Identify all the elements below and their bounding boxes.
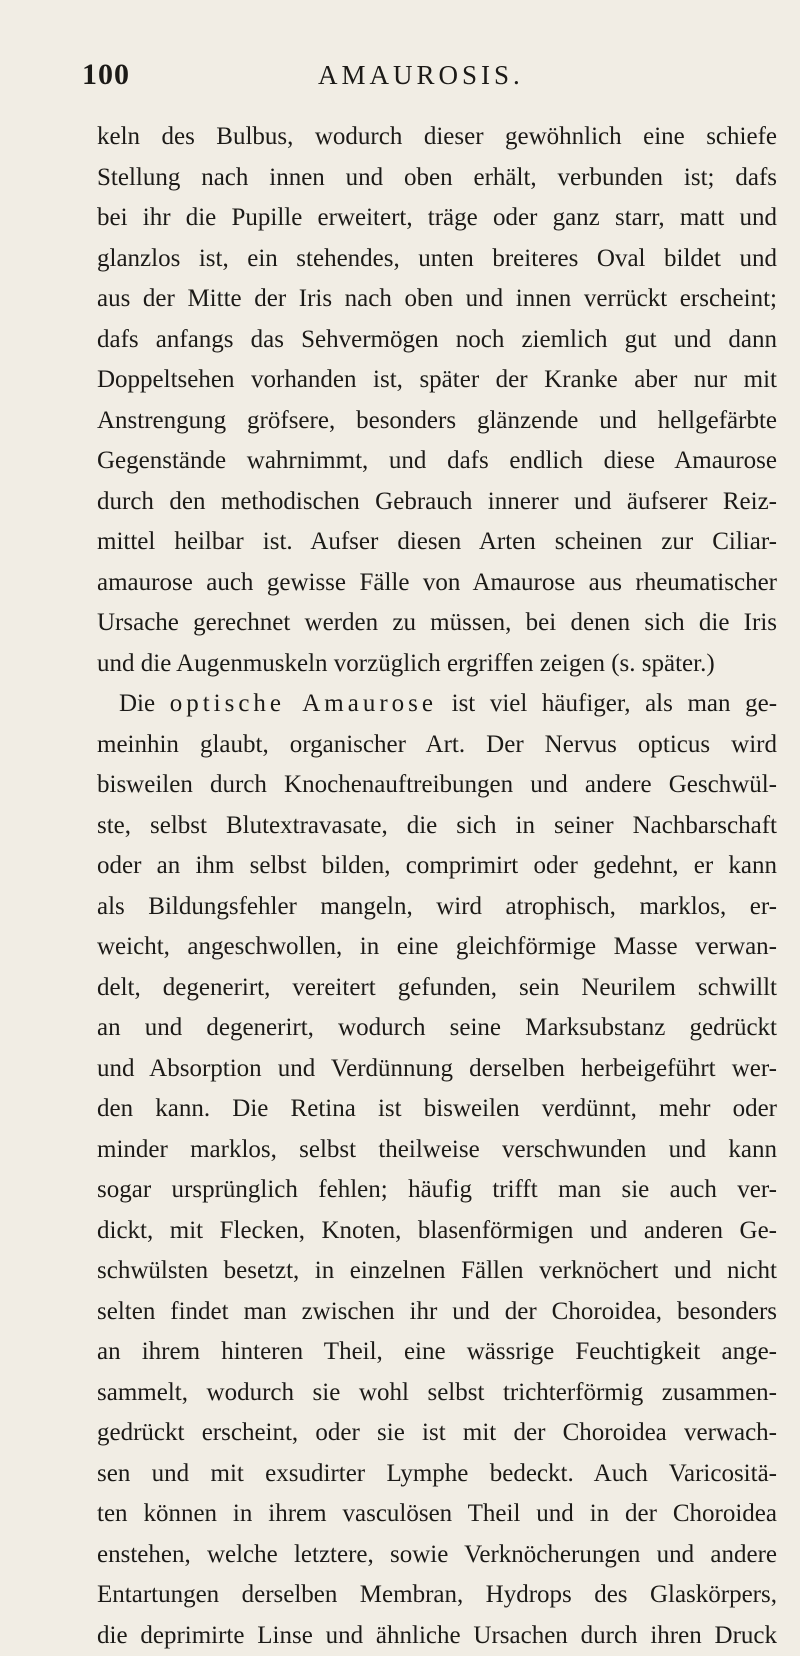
text-line: glanzlos ist, ein stehendes, unten breiteres Oval bildet und xyxy=(97,239,777,280)
text-line: und Absorption und Verdünnung derselben herbeigeführt wer- xyxy=(97,1049,777,1090)
text-line: dafs anfangs das Sehvermögen noch ziemlich gut und dann xyxy=(97,320,777,361)
text-line: selten findet man zwischen ihr und der Choroidea, besonders xyxy=(97,1292,777,1333)
text-line: die deprimirte Linse und ähnliche Ursachen durch ihren Druck xyxy=(97,1616,777,1656)
text-line: Doppeltsehen vorhanden ist, später der Kranke aber nur mit xyxy=(97,360,777,401)
paragraph-lead-rest: ist viel häufiger, als man ge- xyxy=(452,690,777,717)
text-line: sammelt, wodurch sie wohl selbst trichterförmig zusammen- xyxy=(97,1373,777,1414)
emphasized-term: optische Amaurose xyxy=(170,690,437,717)
text-line: an ihrem hinteren Theil, eine wässrige Feuchtigkeit ange- xyxy=(97,1332,777,1373)
text-line: meinhin glaubt, organischer Art. Der Nervus opticus wird xyxy=(97,725,777,766)
text-line: delt, degenerirt, vereitert gefunden, sein Neurilem schwillt xyxy=(97,968,777,1009)
page-number: 100 xyxy=(82,58,130,92)
text-line: dickt, mit Flecken, Knoten, blasenförmigen und anderen Ge- xyxy=(97,1211,777,1252)
text-line: Entartungen derselben Membran, Hydrops des Glaskörpers, xyxy=(97,1575,777,1616)
text-line: bisweilen durch Knochenauftreibungen und andere Geschwül- xyxy=(97,765,777,806)
paragraph-start-line xyxy=(97,684,777,725)
text-line: Anstrengung gröfsere, besonders glänzende und hellgefärbte xyxy=(97,401,777,442)
text-line: Stellung nach innen und oben erhält, verbunden ist; dafs xyxy=(97,158,777,199)
text-line: gedrückt erscheint, oder sie ist mit der Choroidea verwach- xyxy=(97,1413,777,1454)
text-line: ste, selbst Blutextravasate, die sich in seiner Nachbarschaft xyxy=(97,806,777,847)
text-line: durch den methodischen Gebrauch innerer und äufserer Reiz- xyxy=(97,482,777,523)
text-line: minder marklos, selbst theilweise verschwunden und kann xyxy=(97,1130,777,1171)
paragraph-lead: Die xyxy=(119,690,155,717)
text-line: bei ihr die Pupille erweitert, träge oder ganz starr, matt und xyxy=(97,198,777,239)
text-line: enstehen, welche letztere, sowie Verknöcherungen und andere xyxy=(97,1535,777,1576)
text-line: Gegenstände wahrnimmt, und dafs endlich diese Amaurose xyxy=(97,441,777,482)
text-line: amaurose auch gewisse Fälle von Amaurose aus rheumatischer xyxy=(97,563,777,604)
text-line: weicht, angeschwollen, in eine gleichförmige Masse verwan- xyxy=(97,927,777,968)
text-line: Ursache gerechnet werden zu müssen, bei denen sich die Iris xyxy=(97,603,777,644)
text-line: oder an ihm selbst bilden, comprimirt oder gedehnt, er kann xyxy=(97,846,777,887)
text-line: an und degenerirt, wodurch seine Marksubstanz gedrückt xyxy=(97,1008,777,1049)
text-line: schwülsten besetzt, in einzelnen Fällen verknöchert und nicht xyxy=(97,1251,777,1292)
text-line: mittel heilbar ist. Aufser diesen Arten scheinen zur Ciliar- xyxy=(97,522,777,563)
text-line: keln des Bulbus, wodurch dieser gewöhnlich eine schiefe xyxy=(97,117,777,158)
text-line: als Bildungsfehler mangeln, wird atrophisch, marklos, er- xyxy=(97,887,777,928)
text-line: sen und mit exsudirter Lymphe bedeckt. Auch Varicositä- xyxy=(97,1454,777,1495)
running-title: AMAUROSIS. xyxy=(318,60,524,91)
text-line: ten können in ihrem vasculösen Theil und in der Choroidea xyxy=(97,1494,777,1535)
text-line: den kann. Die Retina ist bisweilen verdünnt, mehr oder xyxy=(97,1089,777,1130)
page-header xyxy=(0,58,800,98)
text-line: sogar ursprünglich fehlen; häufig trifft man sie auch ver- xyxy=(97,1170,777,1211)
body-text xyxy=(97,117,777,1656)
text-line: und die Augenmuskeln vorzüglich ergriffen zeigen (s. später.) xyxy=(97,644,777,685)
text-line: aus der Mitte der Iris nach oben und innen verrückt erscheint; xyxy=(97,279,777,320)
